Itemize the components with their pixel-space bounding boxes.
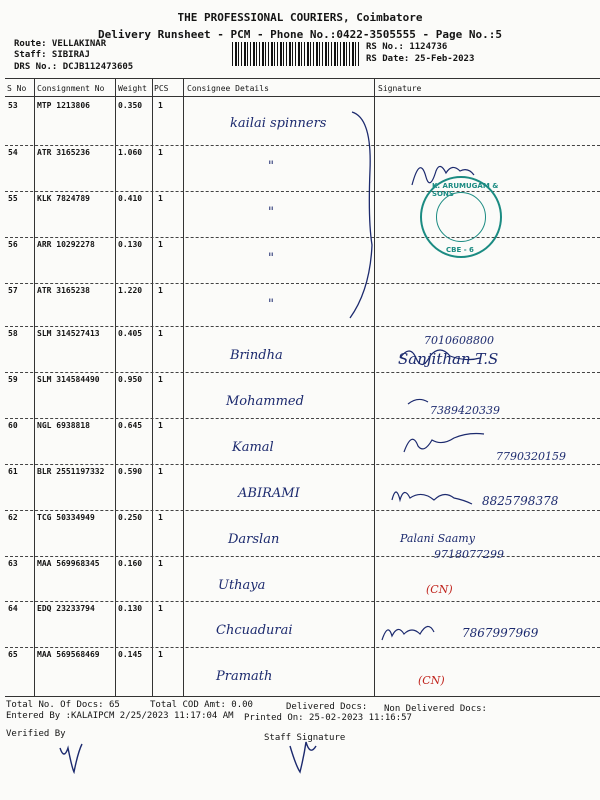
row-weight: 0.160 bbox=[118, 559, 143, 568]
row-consignment-number: KLK 7824789 bbox=[37, 194, 90, 203]
row-pcs: 1 bbox=[158, 329, 163, 338]
row-consignment-number: MAA 569968345 bbox=[37, 559, 100, 568]
row-sno: 57 bbox=[8, 286, 18, 295]
row-sno: 54 bbox=[8, 148, 18, 157]
printed-on: Printed On: 25-02-2023 11:16:57 bbox=[244, 713, 412, 723]
row-consignee-name: " bbox=[268, 205, 274, 220]
route-label: Route: VELLAKINAR bbox=[14, 39, 107, 49]
row-sno: 64 bbox=[8, 604, 18, 613]
row-consignment-number: SLM 314584490 bbox=[37, 375, 100, 384]
row-consignment-number: TCG 50334949 bbox=[37, 513, 95, 522]
row-weight: 0.145 bbox=[118, 650, 143, 659]
r63-cn-mark: (CN) bbox=[426, 583, 453, 596]
entered-by: Entered By :KALAIPCM 2/25/2023 11:17:04 AM bbox=[6, 711, 234, 721]
row-pcs: 1 bbox=[158, 604, 163, 613]
row-weight: 0.410 bbox=[118, 194, 143, 203]
row-consignment-number: ARR 10292278 bbox=[37, 240, 95, 249]
row-consignee-name: Uthaya bbox=[218, 578, 266, 593]
row-consignment-number: NGL 6938818 bbox=[37, 421, 90, 430]
row-pcs: 1 bbox=[158, 101, 163, 110]
r64-phone: 7867997969 bbox=[462, 626, 539, 640]
staff-signature-mark bbox=[290, 742, 316, 772]
r62-phone: 9718077299 bbox=[434, 548, 504, 561]
row-pcs: 1 bbox=[158, 286, 163, 295]
row-sno: 58 bbox=[8, 329, 18, 338]
drs-number: DRS No.: DCJB112473605 bbox=[14, 62, 134, 72]
row-pcs: 1 bbox=[158, 513, 163, 522]
row-consignee-name: Darslan bbox=[228, 532, 280, 547]
signature-stroke-61 bbox=[392, 492, 472, 504]
col-header-consignee: Consignee Details bbox=[187, 84, 269, 93]
rs-number: RS No.: 1124736 bbox=[366, 42, 448, 52]
row-pcs: 1 bbox=[158, 467, 163, 476]
delivered-docs: Delivered Docs: bbox=[286, 702, 368, 712]
row-sno: 55 bbox=[8, 194, 18, 203]
row-consignee-name: " bbox=[268, 297, 274, 312]
row-consignee-name: Brindha bbox=[230, 348, 283, 363]
company-title: THE PROFESSIONAL COURIERS, Coimbatore bbox=[177, 11, 423, 24]
staff-label: Staff: SIBIRAJ bbox=[14, 50, 90, 60]
non-delivered-docs: Non Delivered Docs: bbox=[384, 704, 487, 714]
signature-stroke-64 bbox=[382, 626, 434, 640]
row-pcs: 1 bbox=[158, 148, 163, 157]
row-weight: 0.405 bbox=[118, 329, 143, 338]
company-stamp bbox=[420, 176, 502, 258]
row-consignee-name: " bbox=[268, 159, 274, 174]
row-weight: 0.645 bbox=[118, 421, 143, 430]
row-pcs: 1 bbox=[158, 421, 163, 430]
r58-phone: 7010608800 bbox=[424, 334, 494, 347]
signature-stroke-60 bbox=[404, 434, 484, 453]
row-sno: 63 bbox=[8, 559, 18, 568]
row-pcs: 1 bbox=[158, 194, 163, 203]
col-header-pcs: PCS bbox=[154, 84, 169, 93]
r58-name: Sanjithan T.S bbox=[398, 350, 499, 368]
row-pcs: 1 bbox=[158, 559, 163, 568]
row-weight: 0.130 bbox=[118, 240, 143, 249]
row-consignment-number: EDQ 23233794 bbox=[37, 604, 95, 613]
row-pcs: 1 bbox=[158, 650, 163, 659]
row-sno: 60 bbox=[8, 421, 18, 430]
row-consignment-number: MTP 1213806 bbox=[37, 101, 90, 110]
row-weight: 1.060 bbox=[118, 148, 143, 157]
col-header-consignment: Consignment No bbox=[37, 84, 105, 93]
staff-signature-label: Staff Signature bbox=[264, 733, 346, 743]
row-consignment-number: SLM 314527413 bbox=[37, 329, 100, 338]
row-consignee-name: " bbox=[268, 251, 274, 266]
row-sno: 62 bbox=[8, 513, 18, 522]
r62-name: Palani Saamy bbox=[400, 532, 475, 545]
total-docs: Total No. Of Docs: 65 bbox=[6, 700, 120, 710]
r60-phone: 7790320159 bbox=[496, 450, 566, 463]
row-sno: 59 bbox=[8, 375, 18, 384]
row-consignment-number: BLR 2551197332 bbox=[37, 467, 105, 476]
row-consignee-name: Kamal bbox=[232, 440, 274, 455]
row-weight: 0.950 bbox=[118, 375, 143, 384]
col-header-weight: Weight bbox=[118, 84, 147, 93]
r59-phone: 7389420339 bbox=[430, 404, 500, 417]
row-consignee-name: ABIRAMI bbox=[238, 486, 300, 501]
row-consignee-name: kailai spinners bbox=[230, 116, 327, 131]
row-consignment-number: MAA 569568469 bbox=[37, 650, 100, 659]
row-consignment-number: ATR 3165236 bbox=[37, 148, 90, 157]
col-header-signature: Signature bbox=[378, 84, 422, 93]
row-weight: 1.220 bbox=[118, 286, 143, 295]
signature-stroke-59 bbox=[408, 399, 428, 404]
rs-date: RS Date: 25-Feb-2023 bbox=[366, 54, 475, 64]
row-sno: 56 bbox=[8, 240, 18, 249]
table-bottom-rule bbox=[5, 696, 600, 697]
row-pcs: 1 bbox=[158, 240, 163, 249]
row-pcs: 1 bbox=[158, 375, 163, 384]
total-cod-amount: Total COD Amt: 0.00 bbox=[150, 700, 253, 710]
row-consignee-name: Mohammed bbox=[226, 394, 304, 409]
stamp-inner-ring bbox=[436, 192, 486, 242]
row-weight: 0.250 bbox=[118, 513, 143, 522]
runsheet-subtitle: Delivery Runsheet - PCM - Phone No.:0422-3505555 - Page No.:5 bbox=[98, 28, 502, 41]
r61-phone: 8825798378 bbox=[482, 494, 559, 508]
row-weight: 0.350 bbox=[118, 101, 143, 110]
row-sno: 65 bbox=[8, 650, 18, 659]
r65-cn-mark: (CN) bbox=[418, 674, 445, 687]
stamp-top-text: K. ARUMUGAM & SONS bbox=[432, 182, 499, 198]
row-consignment-number: ATR 3165238 bbox=[37, 286, 90, 295]
verified-by-label: Verified By bbox=[6, 729, 66, 739]
stamp-bottom-text: CBE - 6 bbox=[446, 246, 474, 254]
row-sno: 53 bbox=[8, 101, 18, 110]
col-header-sno: S No bbox=[7, 84, 27, 93]
verified-by-signature bbox=[60, 744, 82, 772]
row-sno: 61 bbox=[8, 467, 18, 476]
row-weight: 0.130 bbox=[118, 604, 143, 613]
row-consignee-name: Pramath bbox=[216, 669, 273, 684]
row-consignee-name: Chcuadurai bbox=[216, 623, 293, 638]
row-weight: 0.590 bbox=[118, 467, 143, 476]
